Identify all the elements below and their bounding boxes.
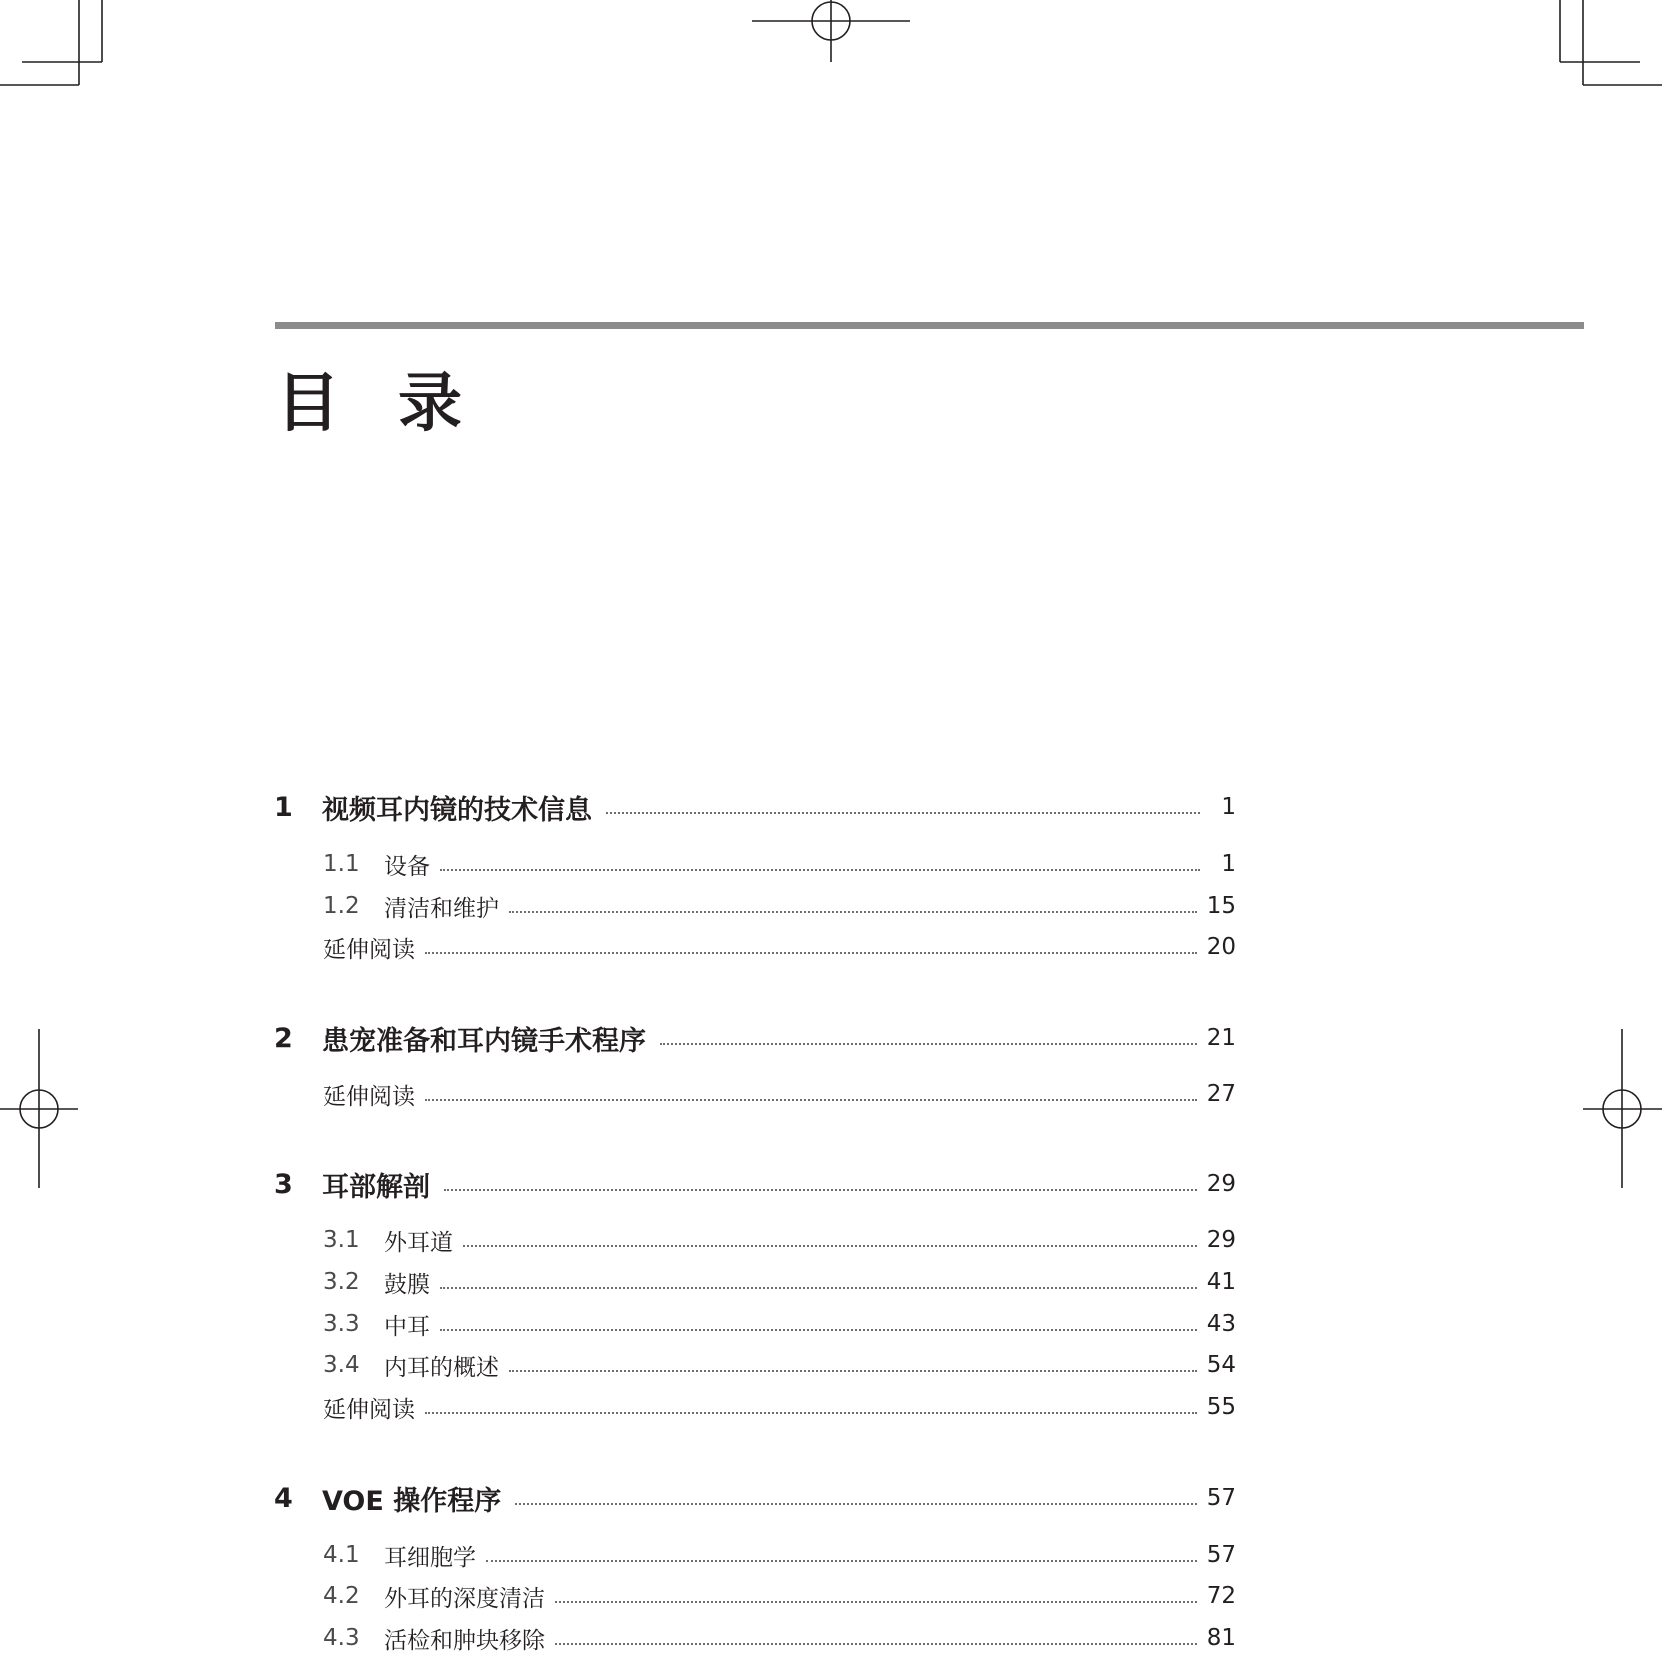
toc-entry-title: 中耳 bbox=[384, 1313, 430, 1340]
toc-entry-page: 41 bbox=[1206, 1269, 1236, 1295]
toc-entry-title: 耳部解剖 bbox=[322, 1171, 430, 1203]
dot-leader bbox=[509, 911, 1197, 913]
toc-entry-number: 3.2 bbox=[323, 1269, 360, 1295]
toc-entry-page: 55 bbox=[1206, 1394, 1236, 1420]
toc-entry-section[interactable] bbox=[274, 1576, 1236, 1616]
toc-entry-chapter[interactable] bbox=[274, 1018, 1236, 1058]
dot-leader bbox=[486, 1560, 1197, 1562]
toc-entry-title: 延伸阅读 bbox=[323, 1083, 415, 1110]
toc-entry-number: 4.3 bbox=[323, 1625, 360, 1651]
toc-entry-title: 鼓膜 bbox=[384, 1271, 430, 1298]
toc-entry-page: 54 bbox=[1206, 1352, 1236, 1378]
toc-entry-chapter[interactable] bbox=[274, 787, 1236, 827]
toc-entry-page: 57 bbox=[1206, 1542, 1236, 1568]
toc-entry-page: 43 bbox=[1206, 1311, 1236, 1337]
toc-entry-number: 3.3 bbox=[323, 1311, 360, 1337]
toc-entry-page: 72 bbox=[1206, 1583, 1236, 1609]
toc-entry-number: 1.1 bbox=[323, 851, 360, 877]
dot-leader bbox=[463, 1245, 1197, 1247]
toc-entry-title: VOE 操作程序 bbox=[322, 1485, 502, 1517]
toc-entry-title: 患宠准备和耳内镜手术程序 bbox=[322, 1025, 646, 1057]
dot-leader bbox=[425, 1099, 1197, 1101]
dot-leader bbox=[515, 1503, 1197, 1505]
toc-entry-title: 外耳的深度清洁 bbox=[384, 1585, 545, 1612]
dot-leader bbox=[440, 1329, 1197, 1331]
dot-leader bbox=[440, 869, 1200, 871]
toc-entry-reading[interactable] bbox=[274, 1387, 1236, 1427]
toc-entry-page: 1 bbox=[1221, 794, 1236, 820]
toc-entry-number: 3.1 bbox=[323, 1227, 360, 1253]
dot-leader bbox=[444, 1189, 1197, 1191]
toc-entry-page: 27 bbox=[1206, 1081, 1236, 1107]
toc-entry-section[interactable] bbox=[274, 1304, 1236, 1344]
toc-entry-title: 设备 bbox=[384, 853, 430, 880]
toc-entry-page: 20 bbox=[1206, 934, 1236, 960]
toc-entry-number: 3.4 bbox=[323, 1352, 360, 1378]
title-rule bbox=[275, 322, 1584, 329]
dot-leader bbox=[555, 1643, 1197, 1645]
toc-entry-number: 1.2 bbox=[323, 893, 360, 919]
dot-leader bbox=[425, 952, 1197, 954]
toc-entry-number: 4.2 bbox=[323, 1583, 360, 1609]
toc-entry-page: 81 bbox=[1206, 1625, 1236, 1651]
toc-entry-section[interactable] bbox=[274, 1262, 1236, 1302]
toc-entry-section[interactable] bbox=[274, 1345, 1236, 1385]
toc-entry-chapter[interactable] bbox=[274, 1164, 1236, 1204]
registration-mark-right bbox=[1583, 1029, 1662, 1188]
toc-entry-page: 29 bbox=[1206, 1227, 1236, 1253]
toc-entry-section[interactable] bbox=[274, 1535, 1236, 1575]
toc-entry-page: 21 bbox=[1206, 1025, 1236, 1051]
toc-entry-reading[interactable] bbox=[274, 927, 1236, 967]
dot-leader bbox=[509, 1370, 1197, 1372]
toc-entry-title: 视频耳内镜的技术信息 bbox=[322, 794, 592, 826]
toc-entry-section[interactable] bbox=[274, 1618, 1236, 1658]
dot-leader bbox=[440, 1287, 1197, 1289]
dot-leader bbox=[425, 1412, 1197, 1414]
toc-entry-title: 清洁和维护 bbox=[384, 895, 499, 922]
toc-entry-title: 耳细胞学 bbox=[384, 1544, 476, 1571]
toc-entry-title: 内耳的概述 bbox=[384, 1354, 499, 1381]
registration-mark-left bbox=[0, 1029, 78, 1188]
toc-entry-title: 活检和肿块移除 bbox=[384, 1627, 545, 1654]
toc-entry-section[interactable] bbox=[274, 844, 1236, 884]
dot-leader bbox=[555, 1601, 1197, 1603]
toc-entry-number: 3 bbox=[274, 1168, 293, 1200]
toc-entry-title: 延伸阅读 bbox=[323, 936, 415, 963]
dot-leader bbox=[606, 812, 1200, 814]
toc-entry-page: 29 bbox=[1206, 1171, 1236, 1197]
toc-entry-reading[interactable] bbox=[274, 1074, 1236, 1114]
toc-entry-page: 57 bbox=[1206, 1485, 1236, 1511]
crop-mark-top-right bbox=[1560, 0, 1662, 85]
toc-entry-title: 外耳道 bbox=[384, 1229, 453, 1256]
page-title: 目录 bbox=[276, 367, 520, 441]
toc-entry-page: 1 bbox=[1221, 851, 1236, 877]
toc-entry-number: 2 bbox=[274, 1022, 293, 1054]
toc-entry-number: 4.1 bbox=[323, 1542, 360, 1568]
toc-entry-title: 延伸阅读 bbox=[323, 1396, 415, 1423]
crop-mark-top-left bbox=[0, 0, 102, 85]
dot-leader bbox=[660, 1043, 1197, 1045]
registration-mark-top bbox=[752, 0, 910, 62]
toc-entry-section[interactable] bbox=[274, 1220, 1236, 1260]
toc-entry-chapter[interactable] bbox=[274, 1478, 1236, 1518]
toc-entry-section[interactable] bbox=[274, 886, 1236, 926]
toc-entry-page: 15 bbox=[1206, 893, 1236, 919]
toc-entry-number: 4 bbox=[274, 1482, 293, 1514]
toc-entry-number: 1 bbox=[274, 791, 293, 823]
